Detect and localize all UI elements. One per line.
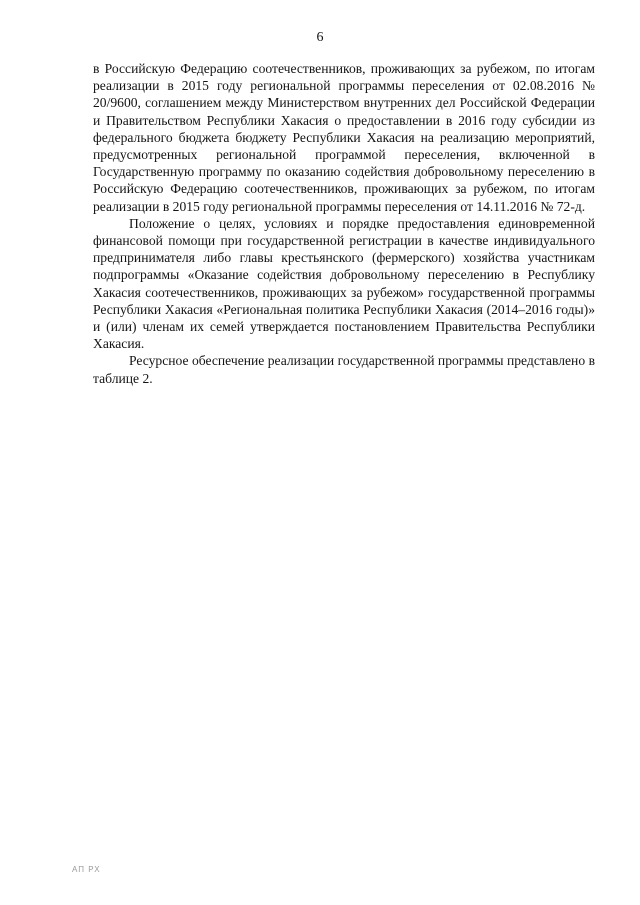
footer-mark: АП РХ [72,865,101,874]
paragraph-funding-agreements: в Российскую Федерацию соотечественников, проживающих за рубежом, по итогам реализации в 2015 году региональной программы переселения от 02.08.2016 № 20/9600, соглашением между Министерством внутренних дел Российской Федерации и Правительством Республики Хакасия о предоставлении в 2016 году субсидии из федерального бюджета бюджету Республики Хакасия на реализацию мероприятий, предусмотренных региональной программой переселения, включенной в Государственную программу по оказанию содействия добровольному переселению в Российскую Федерацию соотечественников, проживающих за рубежом, по итогам реализации в 2015 году региональной программы переселения от 14.11.2016 № 72-д. [93,61,595,214]
page-number: 6 [316,30,324,45]
document-body [93,60,595,387]
paragraph-resource-provision: Ресурсное обеспечение реализации государственной программы представлено в таблице 2. [93,353,595,386]
paragraph-financial-aid-regulation: Положение о целях, условиях и порядке предоставления единовременной финансовой помощи при государственной регистрации в качестве индивидуального предпринимателя либо главы крестьянского (фермерского) хозяйства участникам подпрограммы «Оказание содействия добровольному переселению в Республику Хакасия соотечественников, проживающих за рубежом» государственной программы Республики Хакасия «Региональная политика Республики Хакасия (2014–2016 годы)» и (или) членам их семей утверждается постановлением Правительства Республики Хакасия. [93,215,595,352]
